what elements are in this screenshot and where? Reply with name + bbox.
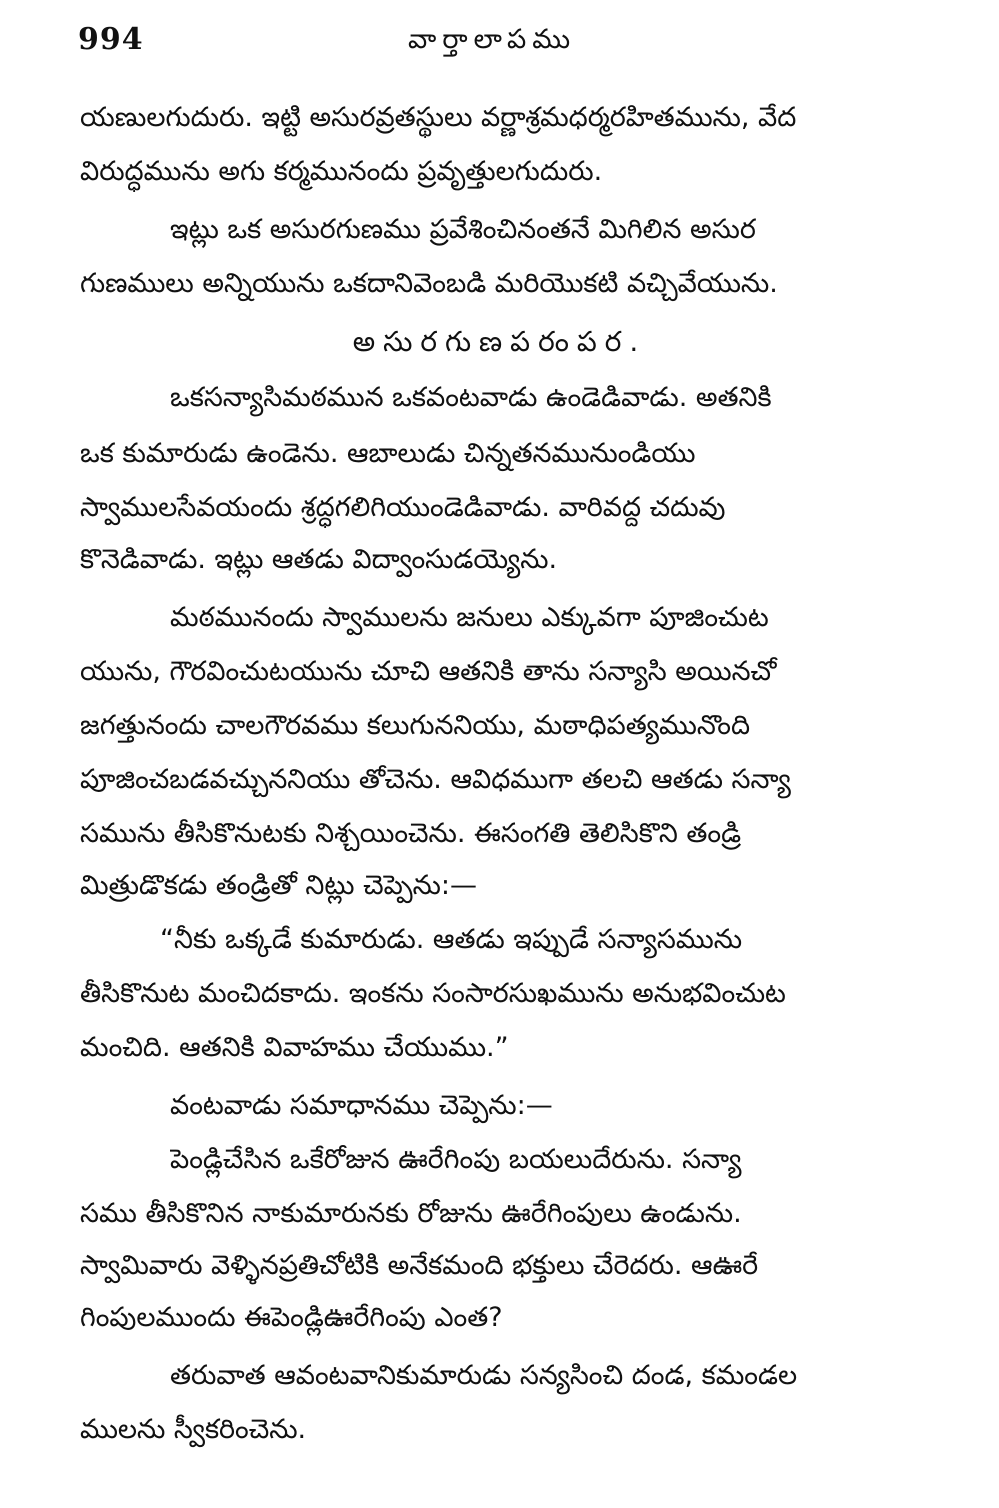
text-line-8: కొనెడివాడు. ఇట్లు ఆతడు విద్వాంసుడయ్యెను.: [80, 544, 558, 575]
text-line-23: తరువాత ఆవంటవానికుమారుడు సన్యసించి దండ, కమండల: [170, 1360, 798, 1391]
text-line-11: జగత్తునందు చాలగౌరవము కలుగుననియు, మఠాధిపత్యమునొంది: [80, 710, 751, 741]
running-title: వార్తాలాపము: [408, 24, 577, 55]
text-line-6: ఒక కుమారుడు ఉండెను. ఆబాలుడు చిన్నతనమునుండియు: [80, 438, 696, 469]
text-line-3: ఇట్లు ఒక అసురగుణము ప్రవేశించినంతనే మిగిలిన అసుర: [170, 214, 756, 245]
text-line-18: వంటవాడు సమాధానము చెప్పెను:—: [170, 1090, 553, 1121]
text-line-12: పూజించబడవచ్చుననియు తోచెను. ఆవిధముగా తలచి ఆతడు సన్యా: [80, 764, 791, 795]
text-line-4: గుణములు అన్నియును ఒకదానివెంబడి మరియొకటి వచ్చివేయును.: [80, 268, 778, 299]
text-line-13: సమును తీసికొనుటకు నిశ్చయించెను. ఈసంగతి తెలిసికొని తండ్రి: [80, 818, 742, 849]
text-line-2: విరుద్ధమును అగు కర్మమునందు ప్రవృత్తులగుదురు.: [80, 156, 603, 187]
page-header: [78, 18, 928, 68]
text-line-7: స్వాములసేవయందు శ్రద్ధగలిగియుండెడివాడు. వారివద్ద చదువు: [80, 492, 726, 523]
text-line-21: స్వామివారు వెళ్ళినప్రతిచోటికి అనేకమంది భక్తులు చేరెదరు. ఆఊరే: [80, 1250, 759, 1281]
text-line-5: ఒకసన్యాసిమఠమున ఒకవంటవాడు ఉండెడివాడు. అతనికి: [170, 382, 772, 413]
text-line-17: మంచిది. ఆతనికి వివాహము చేయుము.”: [80, 1032, 509, 1063]
text-line-19: పెండ్లిచేసిన ఒకేరోజున ఊరేగింపు బయలుదేరును. సన్యా: [170, 1144, 742, 1175]
text-line-10: యును, గౌరవించుటయును చూచి ఆతనికి తాను సన్యాసి అయినచో: [80, 656, 777, 687]
text-line-15: “నీకు ఒక్కడే కుమారుడు. ఆతడు ఇప్పుడే సన్యాసమును: [160, 924, 743, 955]
text-line-16: తీసికొనుట మంచిదకాదు. ఇంకను సంసారసుఖమును అనుభవించుట: [80, 978, 786, 1009]
section-heading: అసురగుణపరంపర.: [352, 325, 647, 358]
page-number: 994: [78, 22, 144, 57]
text-line-14: మిత్రుడొకడు తండ్రితో నిట్లు చెప్పెను:—: [80, 870, 477, 901]
text-line-1: యణులగుదురు. ఇట్టి అసురవ్రతస్థులు వర్ణాశ్రమధర్మరహితమును, వేద: [80, 102, 797, 133]
text-line-22: గింపులముందు ఈపెండ్లిఊరేగింపు ఎంత?: [80, 1302, 503, 1333]
text-line-20: సము తీసికొనిన నాకుమారునకు రోజును ఊరేగింపులు ఉండును.: [80, 1198, 742, 1229]
text-line-9: మఠమునందు స్వాములను జనులు ఎక్కువగా పూజించుట: [170, 602, 769, 633]
text-line-24: ములను స్వీకరించెను.: [80, 1414, 307, 1445]
